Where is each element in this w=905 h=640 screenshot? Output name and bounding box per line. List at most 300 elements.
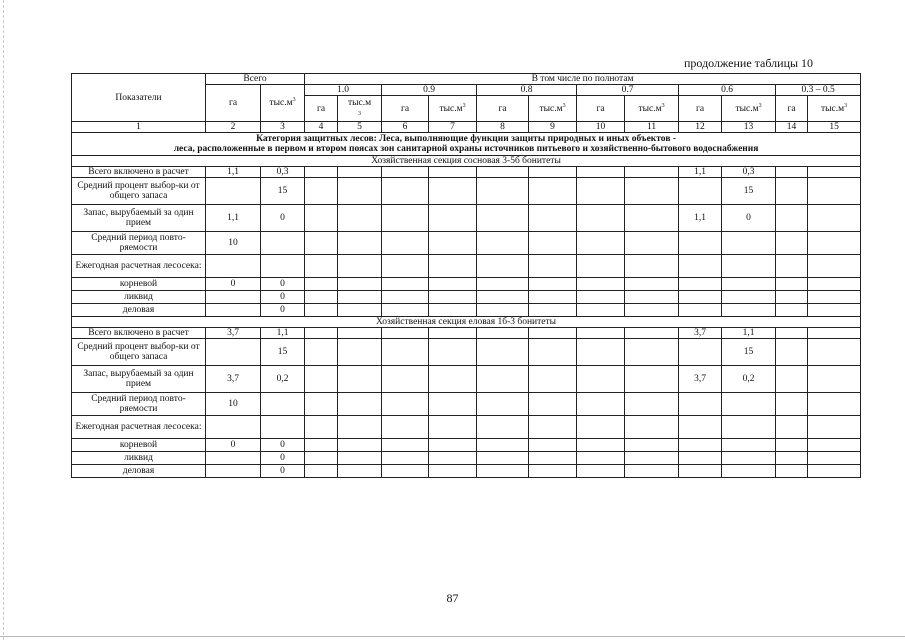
scan-edge-bottom: [0, 636, 905, 638]
table-cell: [625, 178, 679, 205]
table-cell: [529, 178, 577, 205]
table-cell: [776, 167, 808, 178]
table-cell: [625, 255, 679, 278]
table-cell: [776, 278, 808, 291]
table-cell: [477, 304, 529, 317]
table-cell: [808, 304, 861, 317]
cell-total-ha: [206, 304, 261, 317]
table-row: [72, 366, 861, 393]
column-number: 3: [261, 122, 305, 133]
unit-ha: га: [776, 96, 808, 122]
table-cell: [305, 416, 338, 439]
table-cell: [577, 255, 625, 278]
table-cell: [529, 439, 577, 452]
column-number: 14: [776, 122, 808, 133]
header-density-4: 0.7: [577, 85, 679, 96]
cell-total-vol: 0,3: [261, 167, 305, 178]
table-cell: [625, 167, 679, 178]
table-cell: [382, 278, 429, 291]
table-cell: [625, 416, 679, 439]
table-cell: [776, 304, 808, 317]
table-cell: [429, 278, 477, 291]
forest-calculation-table: [71, 73, 861, 478]
table-cell: [477, 339, 529, 366]
header-by-density: В том числе по полнотам: [305, 74, 861, 85]
column-number: 11: [625, 122, 679, 133]
header-indicators: Показатели: [72, 74, 206, 122]
table-cell: [305, 255, 338, 278]
table-cell: [625, 439, 679, 452]
table-cell: [529, 416, 577, 439]
header-row-1: [72, 74, 861, 85]
table-cell: [625, 452, 679, 465]
table-cell: [338, 439, 382, 452]
table-cell: [429, 167, 477, 178]
cell-density-06-ha: [679, 439, 722, 452]
cell-total-ha: 0: [206, 439, 261, 452]
header-total: Всего: [206, 74, 305, 85]
table-cell: [625, 232, 679, 255]
table-cell: [625, 328, 679, 339]
row-label: корневой: [72, 278, 206, 291]
table-cell: [529, 167, 577, 178]
cell-density-06-vol: 1,1: [722, 328, 776, 339]
cell-total-ha: 1,1: [206, 167, 261, 178]
table-cell: [305, 232, 338, 255]
cell-density-06-vol: [722, 393, 776, 416]
cell-density-06-ha: [679, 393, 722, 416]
cell-density-06-ha: 1,1: [679, 167, 722, 178]
table-cell: [429, 255, 477, 278]
cell-total-vol: 0: [261, 304, 305, 317]
cell-total-vol: 0: [261, 205, 305, 232]
cell-total-ha: 3,7: [206, 366, 261, 393]
table-cell: [338, 167, 382, 178]
table-cell: [577, 366, 625, 393]
section-title-row: [72, 317, 861, 328]
table-cell: [305, 304, 338, 317]
unit-vol: тыс.м 3: [338, 96, 382, 122]
table-cell: [338, 465, 382, 478]
cell-density-06-vol: [722, 255, 776, 278]
table-cell: [338, 393, 382, 416]
unit-vol: $тыс.м^3$: [625, 96, 679, 122]
unit-vol: $тыс.м^3$: [529, 96, 577, 122]
table-cell: [338, 452, 382, 465]
cell-density-06-ha: [679, 255, 722, 278]
table-cell: [529, 278, 577, 291]
header-density-6: 0.3 – 0.5: [776, 85, 861, 96]
header-total-vol: $тыс.м^3$: [261, 85, 305, 122]
table-cell: [338, 291, 382, 304]
page-number: 87: [446, 591, 459, 605]
row-label: Ежегодная расчетная лесосека:: [72, 416, 206, 439]
row-label: Всего включено в расчет: [72, 328, 206, 339]
table-cell: [429, 178, 477, 205]
cell-density-06-vol: [722, 452, 776, 465]
table-cell: [429, 366, 477, 393]
cell-density-06-vol: [722, 416, 776, 439]
row-label: ликвид: [72, 291, 206, 304]
header-density-1: 1.0: [305, 85, 382, 96]
column-number-row: [72, 122, 861, 133]
table-cell: [429, 416, 477, 439]
unit-vol: $тыс.м^3$: [808, 96, 861, 122]
table-cell: [382, 178, 429, 205]
cell-density-06-vol: [722, 439, 776, 452]
header-density-3: 0.8: [477, 85, 577, 96]
cell-total-vol: 1,1: [261, 328, 305, 339]
table-cell: [625, 465, 679, 478]
cell-density-06-vol: 0,2: [722, 366, 776, 393]
table-cell: [808, 232, 861, 255]
cell-density-06-ha: [679, 178, 722, 205]
table-cell: [382, 304, 429, 317]
table-cell: [577, 416, 625, 439]
unit-vol: $тыс.м^3$: [429, 96, 477, 122]
table-cell: [776, 416, 808, 439]
table-cell: [808, 205, 861, 232]
cell-total-ha: [206, 291, 261, 304]
table-cell: [577, 452, 625, 465]
table-cell: [382, 465, 429, 478]
table-cell: [776, 328, 808, 339]
row-label: деловая: [72, 465, 206, 478]
table-cell: [477, 393, 529, 416]
cell-total-vol: [261, 255, 305, 278]
table-cell: [625, 339, 679, 366]
table-cell: [808, 452, 861, 465]
table-cell: [305, 278, 338, 291]
column-number: 12: [679, 122, 722, 133]
table-cell: [338, 304, 382, 317]
table-cell: [529, 366, 577, 393]
cell-density-06-ha: 3,7: [679, 366, 722, 393]
table-cell: [429, 465, 477, 478]
cell-total-vol: 15: [261, 339, 305, 366]
table-cell: [429, 339, 477, 366]
table-cell: [429, 291, 477, 304]
cell-total-ha: 0: [206, 278, 261, 291]
row-label: деловая: [72, 304, 206, 317]
table-row: [72, 255, 861, 278]
table-cell: [338, 339, 382, 366]
table-cell: [429, 205, 477, 232]
table-cell: [577, 167, 625, 178]
table-cell: [382, 366, 429, 393]
table-cell: [305, 366, 338, 393]
table-cell: [625, 205, 679, 232]
table-cell: [382, 205, 429, 232]
column-number: 9: [529, 122, 577, 133]
row-label: Всего включено в расчет: [72, 167, 206, 178]
table-cell: [776, 465, 808, 478]
table-cell: [477, 232, 529, 255]
table-cell: [808, 416, 861, 439]
table-cell: [625, 304, 679, 317]
table-cell: [808, 393, 861, 416]
table-row: [72, 278, 861, 291]
table-cell: [382, 291, 429, 304]
cell-density-06-vol: [722, 232, 776, 255]
row-label: Средний период повто-ряемости: [72, 232, 206, 255]
table-cell: [305, 205, 338, 232]
header-total-ha: га: [206, 85, 261, 122]
column-number: 2: [206, 122, 261, 133]
table-cell: [429, 304, 477, 317]
table-cell: [477, 366, 529, 393]
section-title: Хозяйственная секция сосновая 3-5б бонитеты: [72, 156, 861, 167]
row-label: ликвид: [72, 452, 206, 465]
cell-total-vol: 0: [261, 452, 305, 465]
table-cell: [808, 178, 861, 205]
table-cell: [577, 304, 625, 317]
column-number: 6: [382, 122, 429, 133]
table-cell: [338, 328, 382, 339]
table-cell: [776, 339, 808, 366]
table-cell: [529, 291, 577, 304]
cell-density-06-vol: 0,3: [722, 167, 776, 178]
table-cell: [477, 328, 529, 339]
table-cell: [338, 232, 382, 255]
table-row: [72, 167, 861, 178]
table-cell: [305, 291, 338, 304]
table-cell: [382, 416, 429, 439]
table-cell: [577, 232, 625, 255]
table-cell: [382, 255, 429, 278]
table-cell: [577, 278, 625, 291]
column-number: 4: [305, 122, 338, 133]
row-label: Ежегодная расчетная лесосека:: [72, 255, 206, 278]
table-row: [72, 178, 861, 205]
row-label: корневой: [72, 439, 206, 452]
table-cell: [529, 339, 577, 366]
table-cell: [429, 439, 477, 452]
table-cell: [776, 439, 808, 452]
table-cell: [305, 178, 338, 205]
unit-ha: га: [477, 96, 529, 122]
cell-total-ha: 1,1: [206, 205, 261, 232]
table-cell: [577, 439, 625, 452]
table-row: [72, 393, 861, 416]
row-label: Средний период повто-ряемости: [72, 393, 206, 416]
table-cell: [305, 452, 338, 465]
table-cell: [382, 339, 429, 366]
table-cell: [382, 232, 429, 255]
table-row: [72, 291, 861, 304]
cell-total-vol: [261, 232, 305, 255]
table-cell: [338, 278, 382, 291]
table-cell: [477, 255, 529, 278]
table-cell: [477, 291, 529, 304]
column-number: 5: [338, 122, 382, 133]
table-cell: [577, 205, 625, 232]
table-cell: [577, 178, 625, 205]
unit-ha: га: [577, 96, 625, 122]
cell-density-06-vol: [722, 278, 776, 291]
table-cell: [529, 393, 577, 416]
table-row: [72, 452, 861, 465]
table-cell: [305, 393, 338, 416]
table-cell: [776, 232, 808, 255]
cell-total-vol: 0: [261, 291, 305, 304]
table-cell: [305, 167, 338, 178]
column-number: 7: [429, 122, 477, 133]
table-cell: [529, 452, 577, 465]
table-cell: [529, 465, 577, 478]
table-cell: [808, 465, 861, 478]
cell-total-vol: 0,2: [261, 366, 305, 393]
table-cell: [776, 366, 808, 393]
cell-density-06-ha: [679, 278, 722, 291]
table-cell: [429, 393, 477, 416]
cell-total-ha: [206, 339, 261, 366]
table-row: [72, 304, 861, 317]
unit-vol: $тыс.м^3$: [722, 96, 776, 122]
cell-total-vol: [261, 416, 305, 439]
header-density-2: 0.9: [382, 85, 477, 96]
column-number: 10: [577, 122, 625, 133]
table-cell: [305, 439, 338, 452]
table-cell: [477, 278, 529, 291]
table-cell: [338, 178, 382, 205]
column-number: 13: [722, 122, 776, 133]
table-cell: [776, 393, 808, 416]
cell-density-06-vol: [722, 291, 776, 304]
table-cell: [577, 291, 625, 304]
scan-edge-left: [3, 0, 5, 640]
table-cell: [776, 178, 808, 205]
cell-density-06-ha: [679, 465, 722, 478]
table-cell: [776, 452, 808, 465]
cell-density-06-ha: [679, 291, 722, 304]
table-cell: [625, 366, 679, 393]
row-label: Средний процент выбор-ки от общего запаса: [72, 339, 206, 366]
table-cell: [625, 278, 679, 291]
table-cell: [529, 255, 577, 278]
cell-total-ha: 3,7: [206, 328, 261, 339]
cell-density-06-vol: [722, 304, 776, 317]
table-cell: [808, 255, 861, 278]
cell-density-06-ha: [679, 339, 722, 366]
table-cell: [305, 339, 338, 366]
column-number: 1: [72, 122, 206, 133]
column-number: 8: [477, 122, 529, 133]
cell-total-ha: 10: [206, 232, 261, 255]
table-cell: [477, 205, 529, 232]
table-cell: [577, 465, 625, 478]
table-row: [72, 439, 861, 452]
table-cell: [477, 167, 529, 178]
table-cell: [808, 291, 861, 304]
cell-density-06-ha: [679, 304, 722, 317]
table-cell: [477, 465, 529, 478]
table-cell: [382, 439, 429, 452]
cell-total-ha: [206, 452, 261, 465]
table-cell: [625, 393, 679, 416]
unit-ha: га: [305, 96, 338, 122]
cell-total-vol: 0: [261, 439, 305, 452]
cell-total-ha: [206, 465, 261, 478]
table-cell: [808, 339, 861, 366]
table-cell: [776, 205, 808, 232]
table-cell: [529, 205, 577, 232]
table-cell: [477, 416, 529, 439]
table-cell: [338, 366, 382, 393]
table-row: [72, 205, 861, 232]
table-cell: [808, 439, 861, 452]
row-label: Средний процент выбор-ки от общего запаса: [72, 178, 206, 205]
category-row: [72, 133, 861, 156]
table-cell: [382, 167, 429, 178]
cell-density-06-vol: [722, 465, 776, 478]
cell-density-06-ha: 3,7: [679, 328, 722, 339]
cell-total-ha: 10: [206, 393, 261, 416]
cell-density-06-ha: [679, 232, 722, 255]
table-row: [72, 465, 861, 478]
table-cell: [808, 278, 861, 291]
table-cell: [477, 452, 529, 465]
unit-ha: га: [679, 96, 722, 122]
table-cell: [338, 255, 382, 278]
cell-density-06-vol: 0: [722, 205, 776, 232]
table-cell: [305, 465, 338, 478]
table-cell: [338, 205, 382, 232]
column-number: 15: [808, 122, 861, 133]
table-cell: [776, 291, 808, 304]
table-row: [72, 339, 861, 366]
table-cell: [429, 452, 477, 465]
table-cell: [577, 328, 625, 339]
cell-total-vol: [261, 393, 305, 416]
cell-total-ha: [206, 178, 261, 205]
table-cell: [529, 328, 577, 339]
cell-density-06-vol: 15: [722, 178, 776, 205]
table-cell: [382, 452, 429, 465]
table-cell: [429, 232, 477, 255]
unit-ha: га: [382, 96, 429, 122]
row-label: Запас, вырубаемый за один прием: [72, 366, 206, 393]
table-row: [72, 416, 861, 439]
table-row: [72, 232, 861, 255]
table-cell: [477, 439, 529, 452]
table-cell: [808, 167, 861, 178]
cell-density-06-ha: 1,1: [679, 205, 722, 232]
table-cell: [776, 255, 808, 278]
table-cell: [577, 393, 625, 416]
table-cell: [808, 328, 861, 339]
table-cell: [382, 328, 429, 339]
table-cell: [808, 366, 861, 393]
header-density-5: 0.6: [679, 85, 776, 96]
cell-total-vol: 0: [261, 278, 305, 291]
table-cell: [625, 291, 679, 304]
cell-density-06-ha: [679, 452, 722, 465]
cell-total-vol: 0: [261, 465, 305, 478]
cell-total-vol: 15: [261, 178, 305, 205]
table-cell: [338, 416, 382, 439]
cell-total-ha: [206, 416, 261, 439]
table-continuation-note: продолжение таблицы 10: [684, 56, 814, 70]
table-row: [72, 328, 861, 339]
cell-density-06-vol: 15: [722, 339, 776, 366]
table-cell: [382, 393, 429, 416]
table-cell: [529, 304, 577, 317]
section-title: Хозяйственная секция еловая 1б-3 бонитеты: [72, 317, 861, 328]
category-title: Категория защитных лесов: Леса, выполняющие функции защиты природных и иных объектов - леса, расположенные в первом и втором поясах зон санитарной охраны источников питьевого и хозяйственно-бытового водоснабжения: [72, 133, 861, 156]
table-cell: [529, 232, 577, 255]
row-label: Запас, вырубаемый за один прием: [72, 205, 206, 232]
